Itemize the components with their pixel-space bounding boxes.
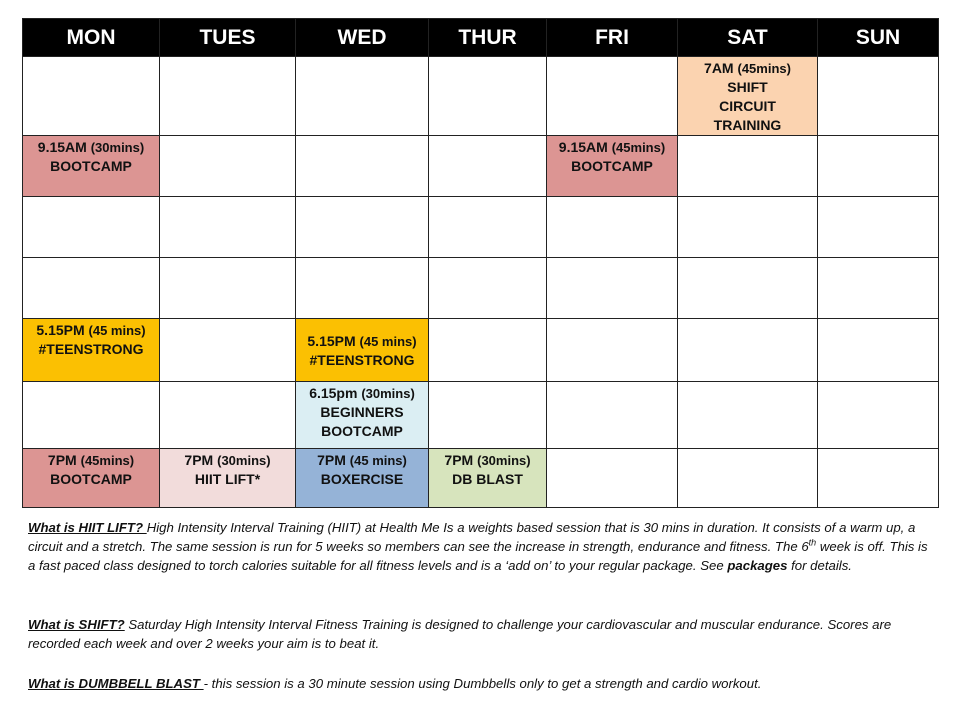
empty-slot — [160, 136, 296, 197]
class-slot-thur-db-blast — [429, 449, 547, 508]
class-duration: (45 mins) — [349, 453, 407, 468]
class-slot-tues-hiit-lift — [160, 449, 296, 508]
class-time: 5.15PM — [36, 322, 85, 338]
day-header-row — [23, 19, 939, 57]
empty-slot — [678, 197, 818, 258]
class-time: 7AM — [704, 60, 734, 76]
timetable-row — [23, 382, 939, 449]
empty-slot — [429, 57, 547, 136]
day-header-wed: WED — [296, 19, 429, 57]
note-shift-text: Saturday High Intensity Interval Fitness Training is designed to challenge your cardiovascular and muscular endurance. Scores are recorded each week and over 2 weeks your aim is to beat it. — [28, 617, 892, 651]
class-name: #TEENSTRONG — [309, 352, 415, 368]
empty-slot — [296, 258, 429, 319]
note-hiit-lift-text-3: for details. — [787, 558, 852, 573]
empty-slot — [678, 382, 818, 449]
empty-slot — [818, 258, 939, 319]
class-slot-wed-teenstrong — [296, 319, 429, 382]
empty-slot — [23, 382, 160, 449]
class-name: BEGINNERS BOOTCAMP — [320, 404, 404, 439]
class-duration: (30mins) — [361, 386, 415, 401]
empty-slot — [547, 258, 678, 319]
empty-slot — [818, 57, 939, 136]
empty-slot — [23, 258, 160, 319]
class-time: 7PM — [47, 452, 77, 468]
note-shift-question: What is SHIFT? — [28, 617, 125, 632]
class-duration: (45mins) — [611, 140, 666, 155]
empty-slot — [296, 57, 429, 136]
class-slot-fri-bootcamp-am — [547, 136, 678, 197]
timetable-row — [23, 449, 939, 508]
class-slot-mon-bootcamp-pm — [23, 449, 160, 508]
timetable-row — [23, 197, 939, 258]
day-header-tues: TUES — [160, 19, 296, 57]
timetable-row — [23, 319, 939, 382]
class-duration: (30mins) — [90, 140, 145, 155]
class-slot-sat-shift — [678, 57, 818, 136]
note-packages-word: packages — [727, 558, 788, 573]
class-time: 9.15AM — [558, 139, 608, 155]
class-time: 6.15pm — [309, 385, 358, 401]
timetable-row — [23, 57, 939, 136]
note-dumbbell-question: What is DUMBBELL BLAST — [28, 676, 204, 691]
empty-slot — [818, 319, 939, 382]
class-name: BOOTCAMP — [50, 158, 132, 174]
class-time: 7PM — [317, 452, 346, 468]
class-slot-wed-beginners-bootcamp — [296, 382, 429, 449]
empty-slot — [160, 57, 296, 136]
class-duration: (45 mins) — [88, 323, 146, 338]
class-name: HIIT LIFT* — [194, 471, 261, 487]
empty-slot — [818, 382, 939, 449]
empty-slot — [678, 449, 818, 508]
day-header-thur: THUR — [429, 19, 547, 57]
empty-slot — [160, 258, 296, 319]
class-name: BOOTCAMP — [50, 471, 132, 487]
class-time: 5.15PM — [307, 333, 356, 349]
empty-slot — [296, 197, 429, 258]
note-shift — [28, 615, 933, 653]
empty-slot — [818, 136, 939, 197]
empty-slot — [547, 57, 678, 136]
class-name: DB BLAST — [452, 471, 523, 487]
note-hiit-lift — [28, 518, 933, 575]
empty-slot — [23, 197, 160, 258]
note-hiit-lift-sup: th — [808, 537, 817, 548]
empty-slot — [547, 197, 678, 258]
class-time: 9.15AM — [37, 139, 87, 155]
empty-slot — [160, 319, 296, 382]
class-duration: (30mins) — [217, 453, 271, 468]
empty-slot — [296, 136, 429, 197]
class-name: BOOTCAMP — [571, 158, 653, 174]
empty-slot — [429, 319, 547, 382]
empty-slot — [678, 258, 818, 319]
class-name: #TEENSTRONG — [38, 341, 144, 357]
empty-slot — [160, 197, 296, 258]
class-slot-mon-bootcamp-am — [23, 136, 160, 197]
empty-slot — [429, 197, 547, 258]
timetable-row — [23, 136, 939, 197]
empty-slot — [547, 319, 678, 382]
timetable — [22, 18, 939, 508]
class-duration: (45mins) — [737, 61, 791, 76]
empty-slot — [678, 319, 818, 382]
note-hiit-lift-question: What is HIIT LIFT? — [28, 520, 147, 535]
empty-slot — [547, 382, 678, 449]
note-dumbbell-blast — [28, 674, 933, 693]
class-duration: (45 mins) — [359, 334, 417, 349]
empty-slot — [678, 136, 818, 197]
empty-slot — [429, 258, 547, 319]
empty-slot — [547, 449, 678, 508]
empty-slot — [429, 136, 547, 197]
class-slot-wed-boxercise — [296, 449, 429, 508]
day-header-sun: SUN — [818, 19, 939, 57]
class-time: 7PM — [444, 452, 474, 468]
note-hiit-lift-text-2: week is off. This is a fast paced class designed to torch calories suitable for all fitness levels and is a ‘add on’ to your regular package. See — [28, 539, 928, 573]
empty-slot — [160, 382, 296, 449]
empty-slot — [818, 449, 939, 508]
note-hiit-lift-text: High Intensity Interval Training (HIIT) at Health Me Is a weights based session that is 30 mins in duration. It consists of a warm up, a circuit and a stretch. The same session is run for 5 weeks so members can see the increase in strength, endurance and fitness. The 6 — [28, 520, 916, 554]
class-duration: (30mins) — [477, 453, 531, 468]
day-header-sat: SAT — [678, 19, 818, 57]
day-header-fri: FRI — [547, 19, 678, 57]
class-slot-mon-teenstrong — [23, 319, 160, 382]
note-dumbbell-text: - this session is a 30 minute session using Dumbbells only to get a strength and cardio workout. — [203, 676, 762, 691]
empty-slot — [818, 197, 939, 258]
class-name: BOXERCISE — [320, 471, 404, 487]
class-duration: (45mins) — [80, 453, 135, 468]
day-header-mon: MON — [23, 19, 160, 57]
class-time: 7PM — [184, 452, 214, 468]
timetable-row — [23, 258, 939, 319]
empty-slot — [429, 382, 547, 449]
empty-slot — [23, 57, 160, 136]
class-name: SHIFT CIRCUIT TRAINING — [713, 79, 782, 133]
